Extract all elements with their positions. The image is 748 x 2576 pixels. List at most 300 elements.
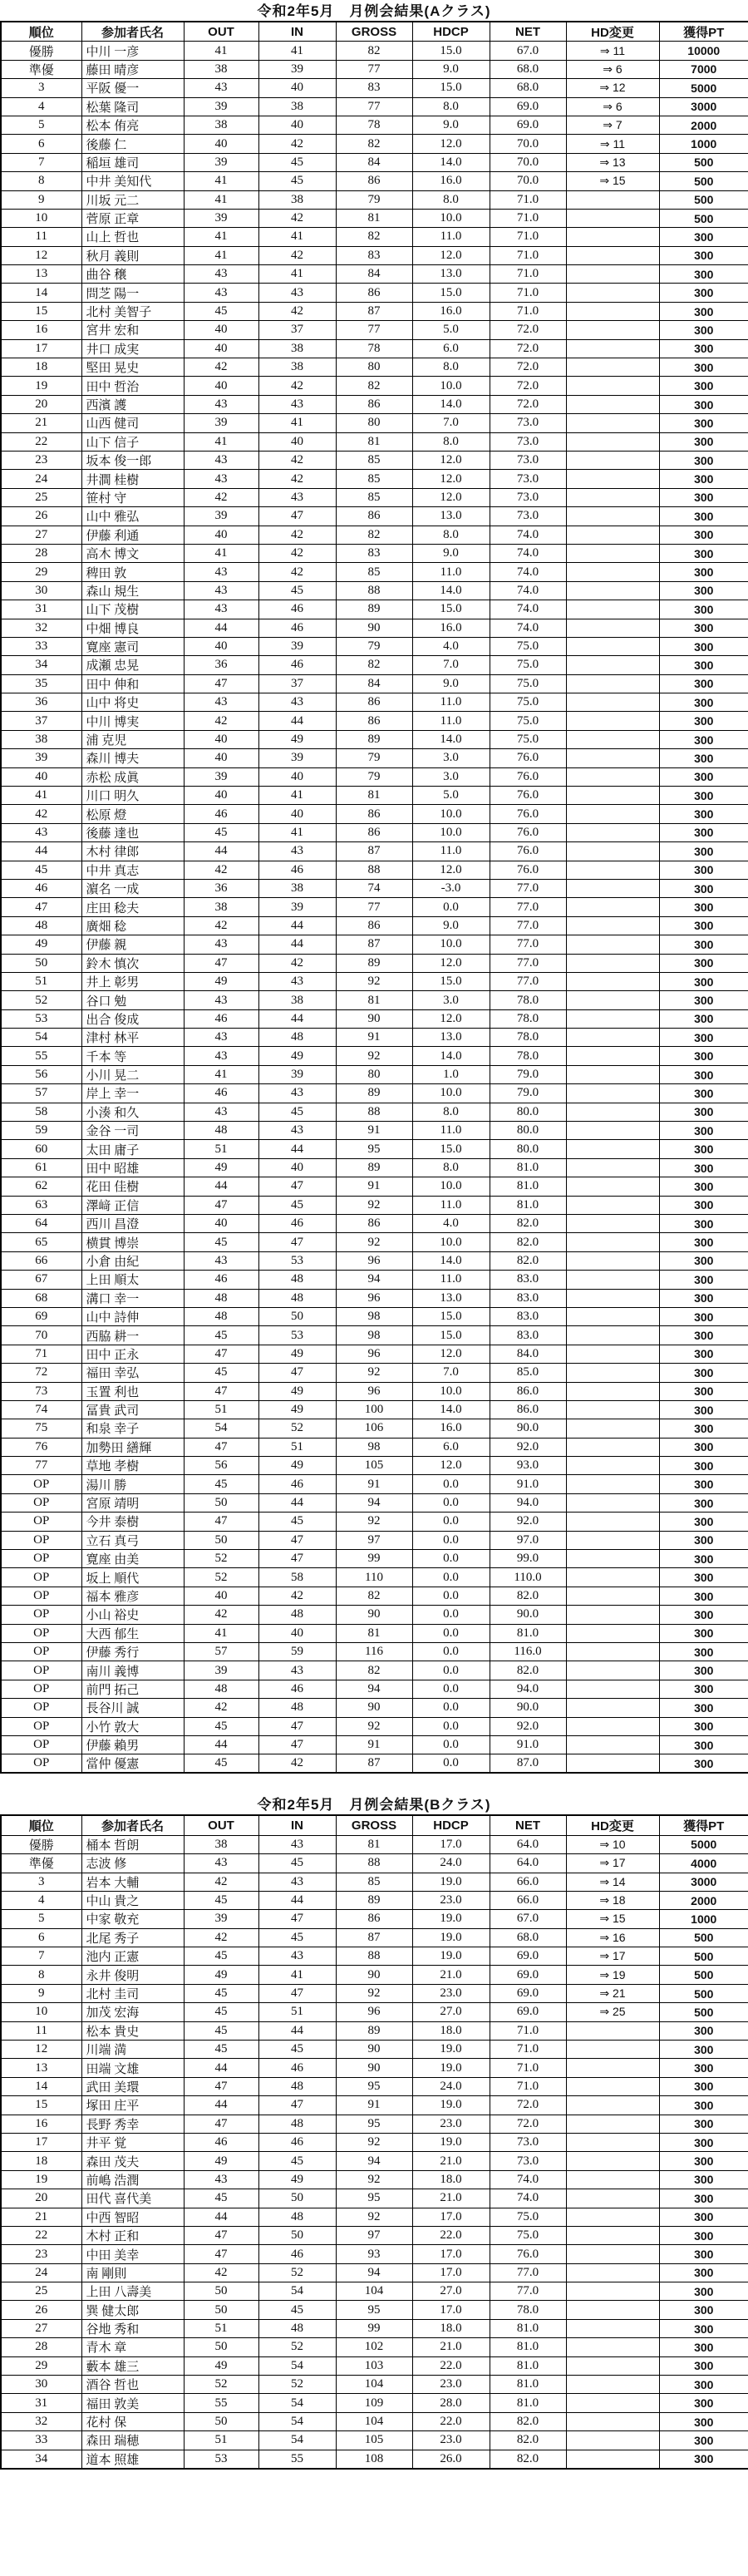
table-row (1, 1661, 748, 1680)
table-row (1, 228, 748, 246)
out-cell: 43 (184, 1251, 258, 1270)
in-cell: 52 (258, 1419, 336, 1438)
table-row (1, 805, 748, 823)
hdcp-cell: -3.0 (412, 879, 490, 897)
out-cell: 40 (184, 526, 258, 544)
in-cell: 45 (258, 1196, 336, 1214)
points-cell: 300 (659, 414, 748, 432)
points-cell: 300 (659, 842, 748, 861)
table-row (1, 563, 748, 581)
hd-change-cell (566, 321, 659, 339)
in-cell: 45 (258, 1928, 336, 1947)
participant-name-cell: 後藤 仁 (81, 135, 184, 153)
table-row (1, 470, 748, 488)
hdcp-cell: 15.0 (412, 600, 490, 619)
net-cell: 73.0 (490, 451, 566, 469)
net-cell: 81.0 (490, 1177, 566, 1196)
hdcp-cell: 9.0 (412, 544, 490, 562)
hd-change-cell (566, 1326, 659, 1345)
participant-name-cell: 赤松 成眞 (81, 767, 184, 786)
out-cell: 43 (184, 1047, 258, 1065)
table-row (1, 1215, 748, 1233)
hd-change-cell (566, 1307, 659, 1325)
hd-change-cell (566, 1717, 659, 1735)
out-cell: 42 (184, 2263, 258, 2282)
table-separator (0, 1774, 748, 1796)
hd-change-cell (566, 1140, 659, 1158)
points-cell: 300 (659, 656, 748, 674)
hdcp-cell: 14.0 (412, 1400, 490, 1419)
in-cell: 49 (258, 730, 336, 748)
gross-cell: 87 (336, 1754, 412, 1774)
gross-cell: 83 (336, 246, 412, 264)
participant-name-cell: 秋月 義則 (81, 246, 184, 264)
table-row (1, 1196, 748, 1214)
net-cell: 76.0 (490, 767, 566, 786)
gross-cell: 85 (336, 563, 412, 581)
rank-cell: 30 (1, 581, 81, 600)
in-cell: 39 (258, 898, 336, 916)
points-cell: 3000 (659, 97, 748, 116)
rank-cell: 4 (1, 97, 81, 116)
hd-change-cell (566, 1196, 659, 1214)
points-cell: 300 (659, 507, 748, 526)
hd-change-cell (566, 2412, 659, 2430)
net-cell: 77.0 (490, 935, 566, 954)
gross-cell: 83 (336, 544, 412, 562)
hdcp-cell: 5.0 (412, 787, 490, 805)
out-cell: 45 (184, 1717, 258, 1735)
hdcp-cell: 13.0 (412, 1029, 490, 1047)
points-cell: 300 (659, 1606, 748, 1624)
participant-name-cell: 前門 拓己 (81, 1680, 184, 1698)
hdcp-cell: 11.0 (412, 1122, 490, 1140)
hdcp-cell: 16.0 (412, 302, 490, 320)
points-cell: 500 (659, 2003, 748, 2021)
in-cell: 47 (258, 1717, 336, 1735)
participant-name-cell: 小湊 和久 (81, 1103, 184, 1121)
hdcp-cell: 18.0 (412, 2319, 490, 2337)
hdcp-cell: 23.0 (412, 1891, 490, 1909)
table-row (1, 544, 748, 562)
gross-cell: 86 (336, 712, 412, 730)
hd-change-cell (566, 879, 659, 897)
hd-change-cell (566, 228, 659, 246)
participant-name-cell: 北村 圭司 (81, 1984, 184, 2002)
rank-cell: 20 (1, 395, 81, 413)
rank-cell: 69 (1, 1307, 81, 1325)
hd-change-cell (566, 377, 659, 395)
hd-change-cell (566, 1177, 659, 1196)
points-cell: 300 (659, 2301, 748, 2319)
points-cell: 300 (659, 1196, 748, 1214)
in-cell: 48 (258, 1699, 336, 1717)
participant-name-cell: 立石 真弓 (81, 1531, 184, 1549)
rank-cell: 34 (1, 2450, 81, 2469)
gross-cell: 84 (336, 265, 412, 284)
header-row (1, 22, 748, 42)
points-cell: 300 (659, 1177, 748, 1196)
net-cell: 81.0 (490, 2319, 566, 2337)
participant-name-cell: 西濱 護 (81, 395, 184, 413)
hdcp-cell: 0.0 (412, 1550, 490, 1568)
in-cell: 42 (258, 246, 336, 264)
in-cell: 44 (258, 1140, 336, 1158)
table-row (1, 1251, 748, 1270)
hdcp-cell: 16.0 (412, 172, 490, 190)
rank-cell: 5 (1, 1910, 81, 1928)
gross-cell: 97 (336, 1531, 412, 1549)
net-cell: 72.0 (490, 377, 566, 395)
table-row (1, 1699, 748, 1717)
net-cell: 78.0 (490, 1047, 566, 1065)
in-cell: 37 (258, 321, 336, 339)
rank-cell: 21 (1, 2208, 81, 2226)
gross-cell: 91 (336, 1735, 412, 1754)
gross-cell: 95 (336, 2189, 412, 2208)
hdcp-cell: 10.0 (412, 1233, 490, 1251)
participant-name-cell: 木村 律郎 (81, 842, 184, 861)
table-row (1, 1271, 748, 1289)
gross-cell: 81 (336, 787, 412, 805)
points-cell: 300 (659, 972, 748, 990)
hdcp-cell: 0.0 (412, 1493, 490, 1512)
gross-cell: 86 (336, 172, 412, 190)
in-cell: 42 (258, 451, 336, 469)
participant-name-cell: 中山 貴之 (81, 1891, 184, 1909)
participant-name-cell: 大西 郁生 (81, 1624, 184, 1642)
hd-change-cell (566, 2021, 659, 2040)
net-cell: 71.0 (490, 2041, 566, 2059)
participant-name-cell: 浦 克児 (81, 730, 184, 748)
gross-cell: 83 (336, 79, 412, 97)
rank-cell: 14 (1, 2077, 81, 2095)
out-cell: 39 (184, 97, 258, 116)
gross-cell: 89 (336, 730, 412, 748)
table-row (1, 1680, 748, 1698)
hd-change-cell (566, 1680, 659, 1698)
points-cell: 300 (659, 1754, 748, 1774)
out-cell: 43 (184, 600, 258, 619)
participant-name-cell: 和泉 幸子 (81, 1419, 184, 1438)
hd-change-cell (566, 1122, 659, 1140)
table-row (1, 581, 748, 600)
out-cell: 41 (184, 228, 258, 246)
rank-cell: 20 (1, 2189, 81, 2208)
rank-cell: 23 (1, 451, 81, 469)
hd-change-cell (566, 470, 659, 488)
gross-cell: 96 (336, 2003, 412, 2021)
gross-cell: 96 (336, 1382, 412, 1400)
hd-change-cell (566, 787, 659, 805)
gross-cell: 74 (336, 879, 412, 897)
participant-name-cell: 坂上 順代 (81, 1568, 184, 1587)
rank-cell: OP (1, 1606, 81, 1624)
participant-name-cell: 木村 正和 (81, 2226, 184, 2244)
participant-name-cell: 曲谷 穣 (81, 265, 184, 284)
out-cell: 43 (184, 1854, 258, 1873)
hdcp-cell: 23.0 (412, 1984, 490, 2002)
gross-cell: 102 (336, 2338, 412, 2356)
table-row (1, 358, 748, 377)
participant-name-cell: 小山 裕史 (81, 1606, 184, 1624)
table-row (1, 2077, 748, 2095)
hd-change-cell: ⇒ 6 (566, 60, 659, 78)
hdcp-cell: 10.0 (412, 209, 490, 227)
points-cell: 300 (659, 2282, 748, 2301)
net-cell: 78.0 (490, 2301, 566, 2319)
gross-cell: 92 (336, 1513, 412, 1531)
net-cell: 94.0 (490, 1493, 566, 1512)
in-cell: 46 (258, 2133, 336, 2151)
net-cell: 91.0 (490, 1735, 566, 1754)
participant-name-cell: 小竹 敦大 (81, 1717, 184, 1735)
gross-cell: 80 (336, 414, 412, 432)
in-cell: 39 (258, 749, 336, 767)
hd-change-cell: ⇒ 10 (566, 1835, 659, 1853)
gross-cell: 85 (336, 488, 412, 506)
hdcp-cell: 0.0 (412, 1661, 490, 1680)
table-row (1, 2152, 748, 2170)
table-row (1, 321, 748, 339)
table-row (1, 1326, 748, 1345)
net-cell: 72.0 (490, 2115, 566, 2133)
in-cell: 54 (258, 2431, 336, 2450)
hd-change-cell (566, 1606, 659, 1624)
points-cell: 300 (659, 339, 748, 358)
rank-cell: 65 (1, 1233, 81, 1251)
hdcp-cell: 0.0 (412, 1717, 490, 1735)
in-cell: 40 (258, 116, 336, 134)
table-row (1, 935, 748, 954)
points-cell: 300 (659, 1400, 748, 1419)
hd-change-cell: ⇒ 13 (566, 153, 659, 171)
table-row (1, 2394, 748, 2412)
hd-change-cell (566, 2376, 659, 2394)
monthly-results-table-a-class (0, 21, 748, 1774)
monthly-results-table-b-class (0, 1814, 748, 2469)
net-cell: 73.0 (490, 2133, 566, 2151)
out-cell: 51 (184, 2431, 258, 2450)
table-row (1, 1345, 748, 1363)
participant-name-cell: 宮原 靖明 (81, 1493, 184, 1512)
net-cell: 73.0 (490, 2152, 566, 2170)
points-cell: 500 (659, 1984, 748, 2002)
in-cell: 47 (258, 2096, 336, 2115)
gross-cell: 104 (336, 2282, 412, 2301)
participant-name-cell: 寛座 由美 (81, 1550, 184, 1568)
in-cell: 44 (258, 712, 336, 730)
in-cell: 51 (258, 2003, 336, 2021)
hd-change-cell (566, 935, 659, 954)
hd-change-cell (566, 395, 659, 413)
net-cell: 71.0 (490, 2077, 566, 2095)
gross-cell: 95 (336, 2301, 412, 2319)
rank-cell: 22 (1, 2226, 81, 2244)
hd-change-cell (566, 1251, 659, 1270)
participant-name-cell: 平阪 優一 (81, 79, 184, 97)
net-cell: 64.0 (490, 1835, 566, 1853)
rank-cell: 準優 (1, 60, 81, 78)
net-cell: 83.0 (490, 1326, 566, 1345)
table-row (1, 1531, 748, 1549)
table-row (1, 2412, 748, 2430)
hdcp-cell: 22.0 (412, 2226, 490, 2244)
net-cell: 99.0 (490, 1550, 566, 1568)
gross-cell: 87 (336, 1928, 412, 1947)
table-row (1, 1177, 748, 1196)
rank-cell: OP (1, 1661, 81, 1680)
hdcp-cell: 0.0 (412, 1754, 490, 1774)
net-cell: 68.0 (490, 60, 566, 78)
rank-cell: 21 (1, 414, 81, 432)
net-cell: 70.0 (490, 153, 566, 171)
participant-name-cell: 寛座 憲司 (81, 637, 184, 655)
in-cell: 45 (258, 2041, 336, 2059)
table-row (1, 1754, 748, 1774)
net-cell: 81.0 (490, 1624, 566, 1642)
rank-cell: 9 (1, 1984, 81, 2002)
rank-cell: 36 (1, 693, 81, 712)
rank-cell: 51 (1, 972, 81, 990)
hdcp-cell: 10.0 (412, 935, 490, 954)
hd-change-cell: ⇒ 7 (566, 116, 659, 134)
column-header: HDCP (412, 1815, 490, 1835)
participant-name-cell: 高木 博文 (81, 544, 184, 562)
column-header: IN (258, 22, 336, 42)
points-cell: 300 (659, 637, 748, 655)
participant-name-cell: 酒谷 哲也 (81, 2376, 184, 2394)
hd-change-cell (566, 1364, 659, 1382)
hd-change-cell (566, 1587, 659, 1605)
rank-cell: 17 (1, 2133, 81, 2151)
hdcp-cell: 10.0 (412, 1177, 490, 1196)
out-cell: 43 (184, 581, 258, 600)
in-cell: 48 (258, 2115, 336, 2133)
hd-change-cell (566, 2450, 659, 2469)
hd-change-cell (566, 2077, 659, 2095)
points-cell: 300 (659, 2115, 748, 2133)
table-row (1, 767, 748, 786)
table-b-header (1, 1815, 748, 1835)
participant-name-cell: 山西 健司 (81, 414, 184, 432)
hdcp-cell: 10.0 (412, 1382, 490, 1400)
out-cell: 50 (184, 2412, 258, 2430)
net-cell: 86.0 (490, 1382, 566, 1400)
points-cell: 300 (659, 1047, 748, 1065)
column-header: NET (490, 22, 566, 42)
hdcp-cell: 22.0 (412, 2356, 490, 2375)
table-row (1, 377, 748, 395)
in-cell: 54 (258, 2356, 336, 2375)
net-cell: 74.0 (490, 619, 566, 637)
hdcp-cell: 0.0 (412, 1587, 490, 1605)
participant-name-cell: 廣畑 稔 (81, 916, 184, 935)
out-cell: 41 (184, 1065, 258, 1083)
points-cell: 300 (659, 674, 748, 693)
gross-cell: 86 (336, 1910, 412, 1928)
hd-change-cell (566, 1047, 659, 1065)
participant-name-cell: 青木 章 (81, 2338, 184, 2356)
in-cell: 40 (258, 1158, 336, 1177)
participant-name-cell: 松本 侑亮 (81, 116, 184, 134)
hd-change-cell (566, 209, 659, 227)
rank-cell: 13 (1, 2059, 81, 2077)
gross-cell: 105 (336, 1457, 412, 1475)
out-cell: 39 (184, 507, 258, 526)
header-row (1, 1815, 748, 1835)
table-row (1, 1009, 748, 1028)
in-cell: 50 (258, 1307, 336, 1325)
points-cell: 300 (659, 1457, 748, 1475)
out-cell: 38 (184, 1835, 258, 1853)
points-cell: 300 (659, 1661, 748, 1680)
points-cell: 300 (659, 526, 748, 544)
rank-cell: 19 (1, 377, 81, 395)
out-cell: 50 (184, 2338, 258, 2356)
points-cell: 300 (659, 2376, 748, 2394)
participant-name-cell: 巽 健太郎 (81, 2301, 184, 2319)
column-header: HD変更 (566, 22, 659, 42)
net-cell: 77.0 (490, 916, 566, 935)
hd-change-cell (566, 1215, 659, 1233)
participant-name-cell: 川口 明久 (81, 787, 184, 805)
gross-cell: 80 (336, 358, 412, 377)
in-cell: 49 (258, 2170, 336, 2189)
gross-cell: 86 (336, 1215, 412, 1233)
participant-name-cell: 菅原 正章 (81, 209, 184, 227)
in-cell: 47 (258, 1910, 336, 1928)
out-cell: 43 (184, 935, 258, 954)
net-cell: 75.0 (490, 712, 566, 730)
hd-change-cell (566, 749, 659, 767)
table-row (1, 1103, 748, 1121)
net-cell: 72.0 (490, 321, 566, 339)
net-cell: 71.0 (490, 284, 566, 302)
rank-cell: 28 (1, 544, 81, 562)
in-cell: 46 (258, 861, 336, 879)
net-cell: 64.0 (490, 1854, 566, 1873)
rank-cell: 7 (1, 1947, 81, 1966)
hdcp-cell: 8.0 (412, 358, 490, 377)
rank-cell: 28 (1, 2338, 81, 2356)
table-row (1, 1457, 748, 1475)
rank-cell: OP (1, 1531, 81, 1549)
out-cell: 47 (184, 1345, 258, 1363)
out-cell: 43 (184, 693, 258, 712)
participant-name-cell: 玉置 利也 (81, 1382, 184, 1400)
table-row (1, 1084, 748, 1103)
hd-change-cell: ⇒ 16 (566, 1928, 659, 1947)
in-cell: 46 (258, 2245, 336, 2263)
points-cell: 300 (659, 581, 748, 600)
hd-change-cell (566, 693, 659, 712)
points-cell: 500 (659, 172, 748, 190)
out-cell: 41 (184, 172, 258, 190)
hdcp-cell: 27.0 (412, 2003, 490, 2021)
in-cell: 54 (258, 2394, 336, 2412)
hd-change-cell (566, 916, 659, 935)
out-cell: 42 (184, 1606, 258, 1624)
gross-cell: 86 (336, 507, 412, 526)
table-row (1, 2041, 748, 2059)
gross-cell: 89 (336, 2021, 412, 2040)
rank-cell: 40 (1, 767, 81, 786)
participant-name-cell: 松原 燈 (81, 805, 184, 823)
participant-name-cell: 岩本 大輔 (81, 1873, 184, 1891)
participant-name-cell: 長谷川 誠 (81, 1699, 184, 1717)
rank-cell: 46 (1, 879, 81, 897)
